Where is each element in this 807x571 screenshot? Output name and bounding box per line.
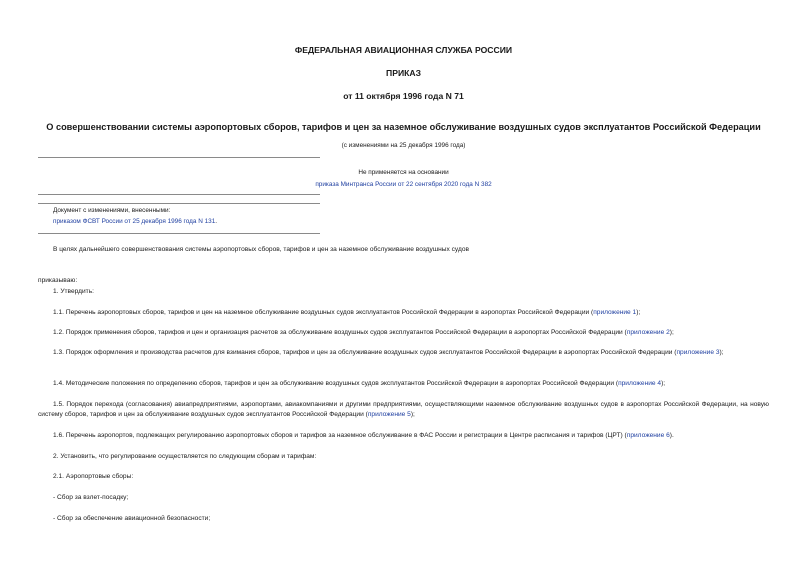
agency-name: ФЕДЕРАЛЬНАЯ АВИАЦИОННАЯ СЛУЖБА РОССИИ bbox=[294, 45, 513, 55]
appendix-2-link[interactable]: приложение 2 bbox=[626, 329, 670, 336]
clause-tail: ). bbox=[669, 432, 674, 439]
amendment-order-link[interactable]: приказом ФСВТ России от 25 декабря 1996 года N 131 bbox=[53, 218, 216, 225]
amendments-label: Документ с изменениями, внесенными: bbox=[53, 207, 171, 214]
clause-1-4 bbox=[53, 379, 665, 389]
appendix-3-link[interactable]: приложение 3 bbox=[676, 349, 720, 356]
status-line: Не применяется на основании bbox=[358, 169, 449, 176]
clause-1: 1. Утвердить: bbox=[53, 288, 94, 295]
clause-tail: ); bbox=[719, 349, 724, 356]
clause-tail: ); bbox=[410, 411, 415, 418]
clause-text: 1.6. Перечень аэропортов, подлежащих регулированию аэропортовых сборов и тарифов за наземное обслуживание в ФАС России и регистрации в Центре расписания и тарифов (ЦРТ) ( bbox=[53, 432, 627, 439]
clause-tail: ); bbox=[669, 329, 674, 336]
clause-tail: ); bbox=[636, 309, 641, 316]
divider bbox=[38, 203, 320, 204]
clause-text: 1.3. Порядок оформления и производства расчетов для взимания сборов, тарифов и цен за обслуживание воздушных судов эксплуатантов Российской Федерации в аэропортах Российской Федерации ( bbox=[53, 349, 677, 356]
repeal-order-link[interactable]: приказа Минтранса России от 22 сентября 2020 года N 382 bbox=[315, 181, 492, 188]
clause-1-6 bbox=[53, 431, 674, 441]
clause-text: 1.2. Порядок применения сборов, тарифов и цен и организация расчетов за обслуживание воздушных судов эксплуатантов Российской Федерации в аэропортах Российской Федерации ( bbox=[53, 329, 627, 336]
appendix-1-link[interactable]: приложение 1 bbox=[593, 309, 637, 316]
document-title: О совершенствовании системы аэропортовых сборов, тарифов и цен за наземное обслуживание воздушных судов эксплуатантов Российской Федерации bbox=[46, 122, 761, 132]
clause-text: 1.5. Порядок перехода (согласования) авиапредприятиями, аэропортами, авиакомпаниями и другими предприятиями, осуществляющими наземное обслуживание воздушных судов в аэропортах Российской Федерации, на новую систему сборов, тарифов и цен за обслуживание воздушных судов эксплуатантов Российской Федерации ( bbox=[38, 401, 769, 418]
clause-1-3 bbox=[38, 348, 769, 358]
order-word: приказываю: bbox=[38, 277, 78, 284]
appendix-6-link[interactable]: приложение 6 bbox=[626, 432, 670, 439]
list-item-takeoff-landing: - Сбор за взлет-посадку; bbox=[53, 494, 129, 501]
appendix-4-link[interactable]: приложение 4 bbox=[618, 380, 662, 387]
appendix-5-link[interactable]: приложение 5 bbox=[367, 411, 411, 418]
preamble: В целях дальнейшего совершенствования системы аэропортовых сборов, тарифов и цен за наземное обслуживание воздушных судов bbox=[53, 246, 470, 253]
amendment-note: (с изменениями на 25 декабря 1996 года) bbox=[341, 142, 466, 149]
divider bbox=[38, 194, 320, 195]
clause-text: 1.4. Методические положения по определению сборов, тарифов и цен за обслуживание воздушных судов эксплуатантов Российской Федерации в аэропортах Российской Федерации ( bbox=[53, 380, 619, 387]
clause-text: 1.1. Перечень аэропортовых сборов, тарифов и цен на наземное обслуживание воздушных судов эксплуатантов Российской Федерации в аэропортах Российской Федерации ( bbox=[53, 309, 594, 316]
clause-tail: ); bbox=[661, 380, 666, 387]
clause-2-1: 2.1. Аэропортовые сборы: bbox=[53, 473, 134, 480]
clause-1-5 bbox=[38, 400, 769, 420]
clause-1-1 bbox=[53, 308, 640, 318]
amendments-tail: . bbox=[215, 218, 218, 225]
divider bbox=[38, 233, 320, 234]
clause-2: 2. Установить, что регулирование осуществляется по следующим сборам и тарифам: bbox=[53, 453, 317, 460]
list-item-security: - Сбор за обеспечение авиационной безопасности; bbox=[53, 515, 211, 522]
document-type: ПРИКАЗ bbox=[386, 68, 421, 78]
status-link-row bbox=[0, 181, 807, 188]
divider bbox=[38, 157, 320, 158]
clause-1-2 bbox=[53, 328, 674, 338]
document-date-number: от 11 октября 1996 года N 71 bbox=[343, 91, 464, 101]
amendments-link-row bbox=[53, 217, 217, 228]
